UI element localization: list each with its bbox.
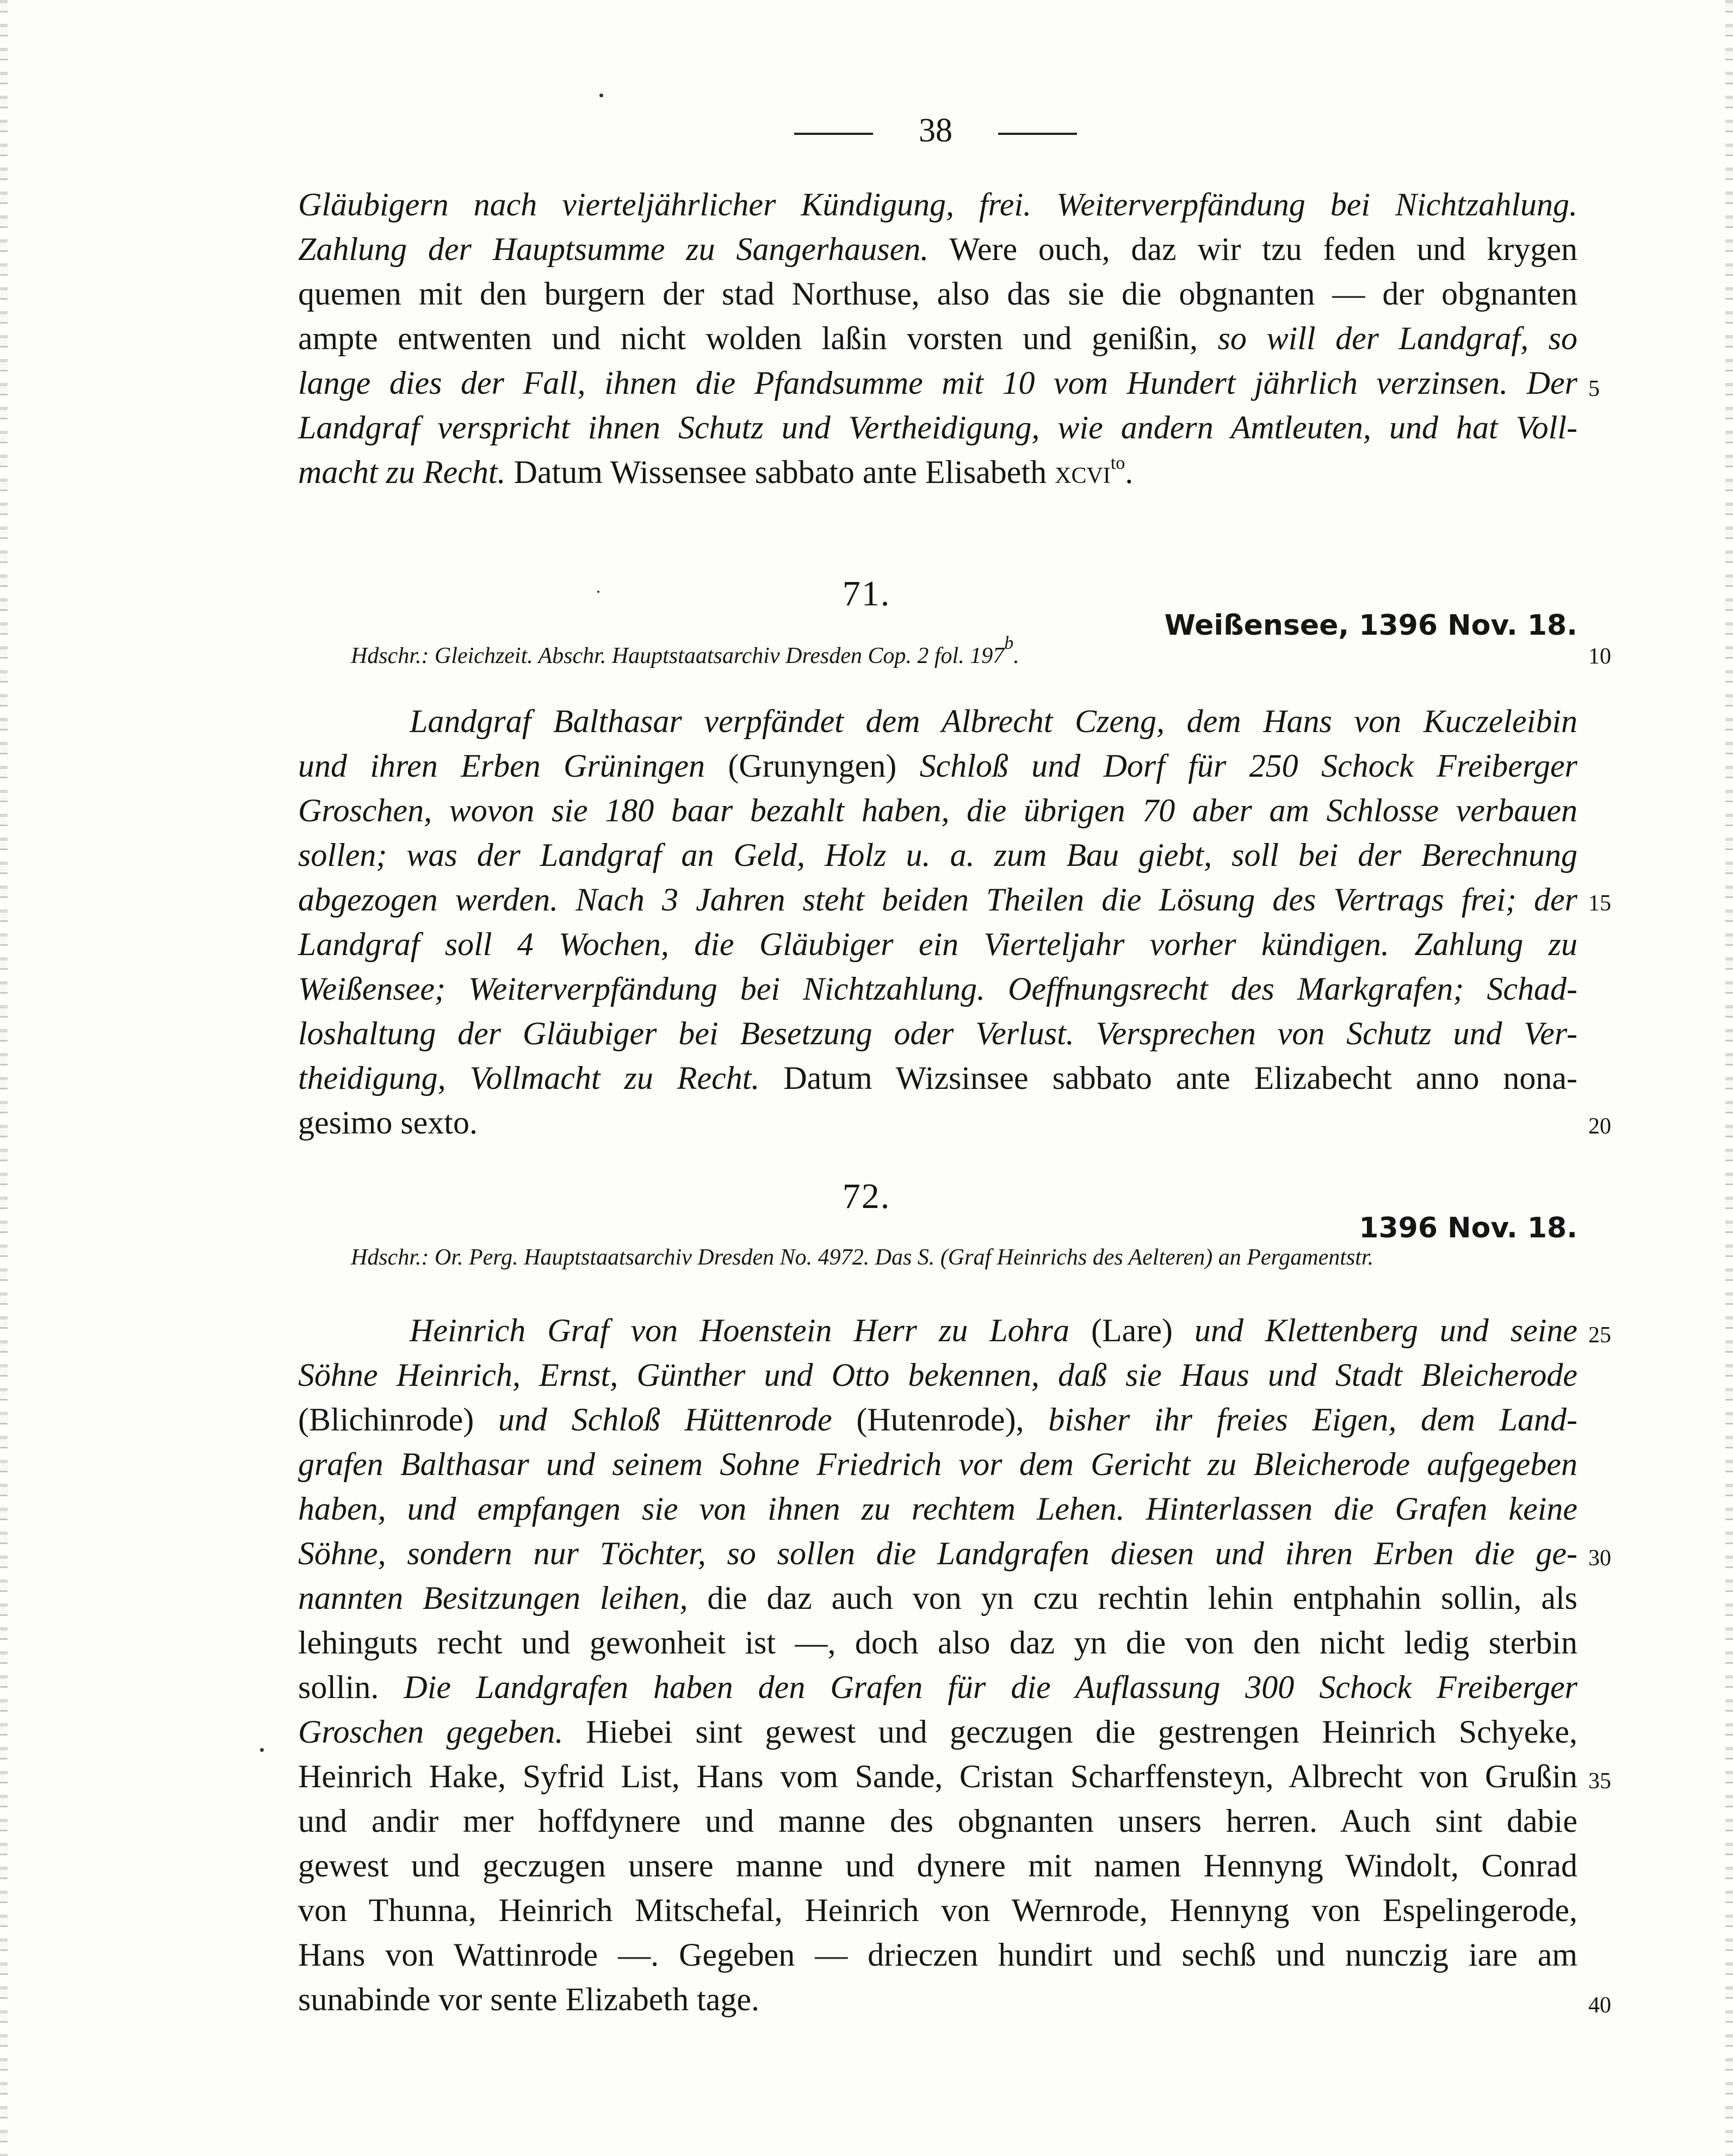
- line-number: 30: [1588, 1546, 1611, 1571]
- scan-speck: [260, 1748, 264, 1752]
- text-line: Groschen gegeben. Hiebei sint gewest und geczugen die gestrengen Heinrich Schyeke,: [298, 1714, 1577, 1750]
- text-line: lehinguts recht und gewonheit ist —, doch also daz yn die von den nicht ledig sterbin: [298, 1625, 1577, 1661]
- line-number: 15: [1588, 891, 1611, 916]
- text-line: gewest und geczugen unsere manne und dynere mit namen Hennyng Windolt, Conrad: [298, 1848, 1577, 1884]
- text-line: Söhne Heinrich, Ernst, Günther und Otto bekennen, daß sie Haus und Stadt Bleicherode: [298, 1357, 1577, 1393]
- text-line: sollen; was der Landgraf an Geld, Holz u. a. zum Bau giebt, soll bei der Berechnung: [298, 837, 1577, 873]
- text-line: lange dies der Fall, ihnen die Pfandsumme mit 10 vom Hundert jährlich verzinsen. Der: [298, 365, 1577, 401]
- text-line: Zahlung der Hauptsumme zu Sangerhausen. Were ouch, daz wir tzu feden und krygen: [298, 231, 1578, 267]
- document-number-72: 72.: [842, 1176, 891, 1216]
- document-date-71: Weißensee, 1396 Nov. 18.: [1164, 609, 1577, 642]
- line-number: 5: [1588, 376, 1600, 401]
- superscript: b: [1004, 633, 1014, 653]
- text-line: nannten Besitzungen leihen, die daz auch von yn czu rechtin lehin entphahin sollin, als: [298, 1580, 1577, 1616]
- superscript: to: [1110, 453, 1125, 473]
- text-line: ampte entwenten und nicht wolden laßin vorsten und genißin, so will der Landgraf, so: [298, 320, 1577, 356]
- text-line: loshaltung der Gläubiger bei Besetzung oder Verlust. Versprechen von Schutz und Ver-: [298, 1015, 1577, 1051]
- text-line: Heinrich Hake, Syfrid List, Hans vom Sande, Cristan Scharffensteyn, Albrecht von Grußin: [298, 1758, 1577, 1794]
- source-note-71: Hdschr.: Gleichzeit. Abschr. Hauptstaatsarchiv Dresden Cop. 2 fol. 197$^b$.: [351, 633, 1019, 668]
- text-line: haben, und empfangen sie von ihnen zu rechtem Lehen. Hinterlassen die Grafen keine: [298, 1491, 1577, 1527]
- text-line: gesimo sexto.: [298, 1105, 478, 1141]
- source-note-72: Hdschr.: Or. Perg. Hauptstaatsarchiv Dresden No. 4972. Das S. (Graf Heinrichs des Aelteren) an Pergamentstr.: [351, 1245, 1374, 1270]
- line-number: 25: [1588, 1323, 1611, 1348]
- header-rule-right: [998, 133, 1077, 135]
- text-line: und ihren Erben Grüningen (Grunyngen) Schloß und Dorf für 250 Schock Freiberger: [298, 748, 1577, 784]
- line-number: 10: [1588, 644, 1611, 669]
- page-number: 38: [919, 112, 952, 149]
- paragraph-71: [298, 699, 1577, 1145]
- text-line: sunabinde vor sente Elizabeth tage.: [298, 1981, 760, 2017]
- text-line: theidigung, Vollmacht zu Recht. Datum Wizsinsee sabbato ante Elizabecht anno nona-: [298, 1060, 1577, 1096]
- text-line: und andir mer hoffdynere und manne des obgnanten unsers herren. Auch sint dabie: [298, 1803, 1577, 1839]
- text-line: Landgraf verspricht ihnen Schutz und Vertheidigung, wie andern Amtleuten, und hat Voll-: [298, 410, 1577, 445]
- text-line: von Thunna, Heinrich Mitschefal, Heinrich von Wernrode, Hennyng von Espelingerode,: [298, 1892, 1577, 1928]
- text-line: macht zu Recht. Datum Wissensee sabbato ante Elisabeth xcvi$^{to}$.: [298, 453, 1134, 490]
- text-line: Landgraf soll 4 Wochen, die Gläubiger ein Vierteljahr vorher kündigen. Zahlung zu: [298, 926, 1577, 962]
- document-number-71: 71.: [842, 574, 891, 614]
- scan-speck: [599, 94, 603, 97]
- paragraph-continuation: [298, 182, 1577, 494]
- line-number: 35: [1588, 1769, 1611, 1794]
- text-line: Hans von Wattinrode —. Gegeben — drieczen hundirt und sechß und nunczig iare am: [298, 1937, 1577, 1973]
- text-line: Groschen, wovon sie 180 baar bezahlt haben, die übrigen 70 aber am Schlosse verbauen: [298, 792, 1577, 828]
- text-line: Söhne, sondern nur Töchter, so sollen die Landgrafen diesen und ihren Erben die ge-: [298, 1535, 1577, 1571]
- text-line: abgezogen werden. Nach 3 Jahren steht beiden Theilen die Lösung des Vertrags frei; der: [298, 882, 1577, 918]
- text-line: Weißensee; Weiterverpfändung bei Nichtzahlung. Oeffnungsrecht des Markgrafen; Schad-: [298, 971, 1577, 1007]
- page-header: [794, 109, 1077, 158]
- text-line: grafen Balthasar und seinem Sohne Friedrich vor dem Gericht zu Bleicherode aufgegeben: [298, 1446, 1577, 1482]
- scan-edge-left: [0, 0, 8, 2156]
- text-line: sollin. Die Landgrafen haben den Grafen für die Auflassung 300 Schock Freiberger: [298, 1669, 1577, 1705]
- scan-edge-right: [1725, 0, 1733, 2156]
- text-line: quemen mit den burgern der stad Northuse, also das sie die obgnanten — der obgnanten: [298, 276, 1577, 312]
- text-line: (Blichinrode) und Schloß Hüttenrode (Hutenrode), bisher ihr freies Eigen, dem Land-: [298, 1402, 1578, 1438]
- document-date-72: 1396 Nov. 18.: [1359, 1212, 1577, 1244]
- text-line: Landgraf Balthasar verpfändet dem Albrecht Czeng, dem Hans von Kuczeleibin: [410, 703, 1577, 739]
- line-number: 20: [1588, 1114, 1611, 1139]
- paragraph-72: [298, 1308, 1577, 2022]
- text-line: Heinrich Graf von Hoenstein Herr zu Lohra (Lare) und Klettenberg und seine: [410, 1312, 1578, 1348]
- text-line: Gläubigern nach vierteljährlicher Kündigung, frei. Weiterverpfändung bei Nichtzahlung.: [298, 187, 1577, 222]
- line-number: 40: [1588, 1993, 1611, 2018]
